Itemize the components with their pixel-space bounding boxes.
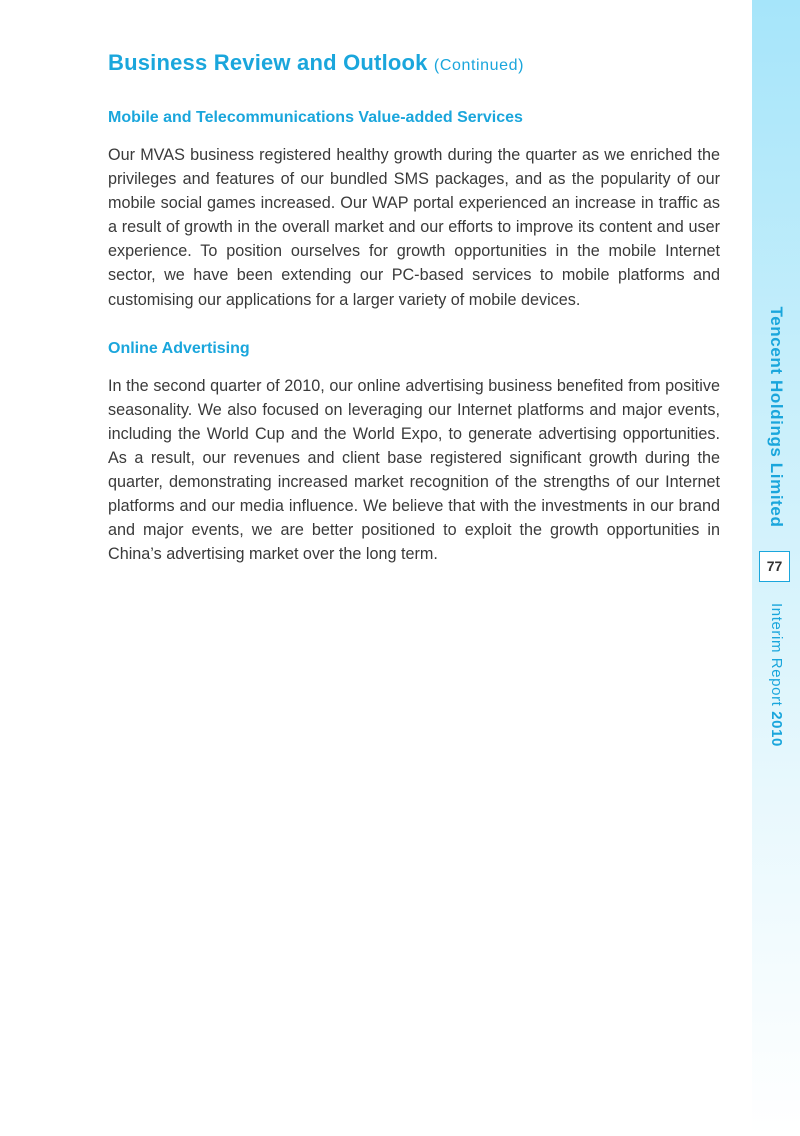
sidebar-report-year: 2010 (768, 711, 785, 747)
section-heading-mvas: Mobile and Telecommunications Value-added Services (108, 109, 523, 126)
page-title (108, 48, 720, 81)
paragraph-mvas: Our MVAS business registered healthy growth during the quarter as we enriched the privileges and features of our bundled SMS packages, and as the popularity of our mobile social games increased. Our WAP portal experienced an increase in traffic as a result of growth in the overall market and our efforts to improve its content and user experience. To position ourselves for growth opportunities in the mobile Internet sector, we have been extending our PC-based services to mobile platforms and customising our applications for a larger variety of mobile devices. (108, 146, 720, 309)
section-heading-online-advertising: Online Advertising (108, 339, 250, 357)
page-title-text: Business Review and Outlook (108, 50, 428, 75)
sidebar-company-name: Tencent Holdings Limited (767, 306, 786, 528)
page-content (108, 48, 720, 566)
sidebar-report-name (764, 585, 788, 765)
page-number: 77 (759, 551, 790, 582)
paragraph-online-advertising: In the second quarter of 2010, our online advertising business benefited from positive seasonality. We also focused on leveraging our Internet platforms and major events, including the World Cup and the World Expo, to generate advertising opportunities. As a result, our revenues and client base registered significant growth during the quarter, demonstrating increased market recognition of the strengths of our Internet platforms and our media influence. We believe that with the investments in our brand and major events, we are better positioned to exploit the growth opportunities in China’s advertising market over the long term. (108, 376, 720, 564)
sidebar-report-label: Interim Report (768, 603, 785, 707)
page-title-suffix: (Continued) (433, 57, 525, 74)
